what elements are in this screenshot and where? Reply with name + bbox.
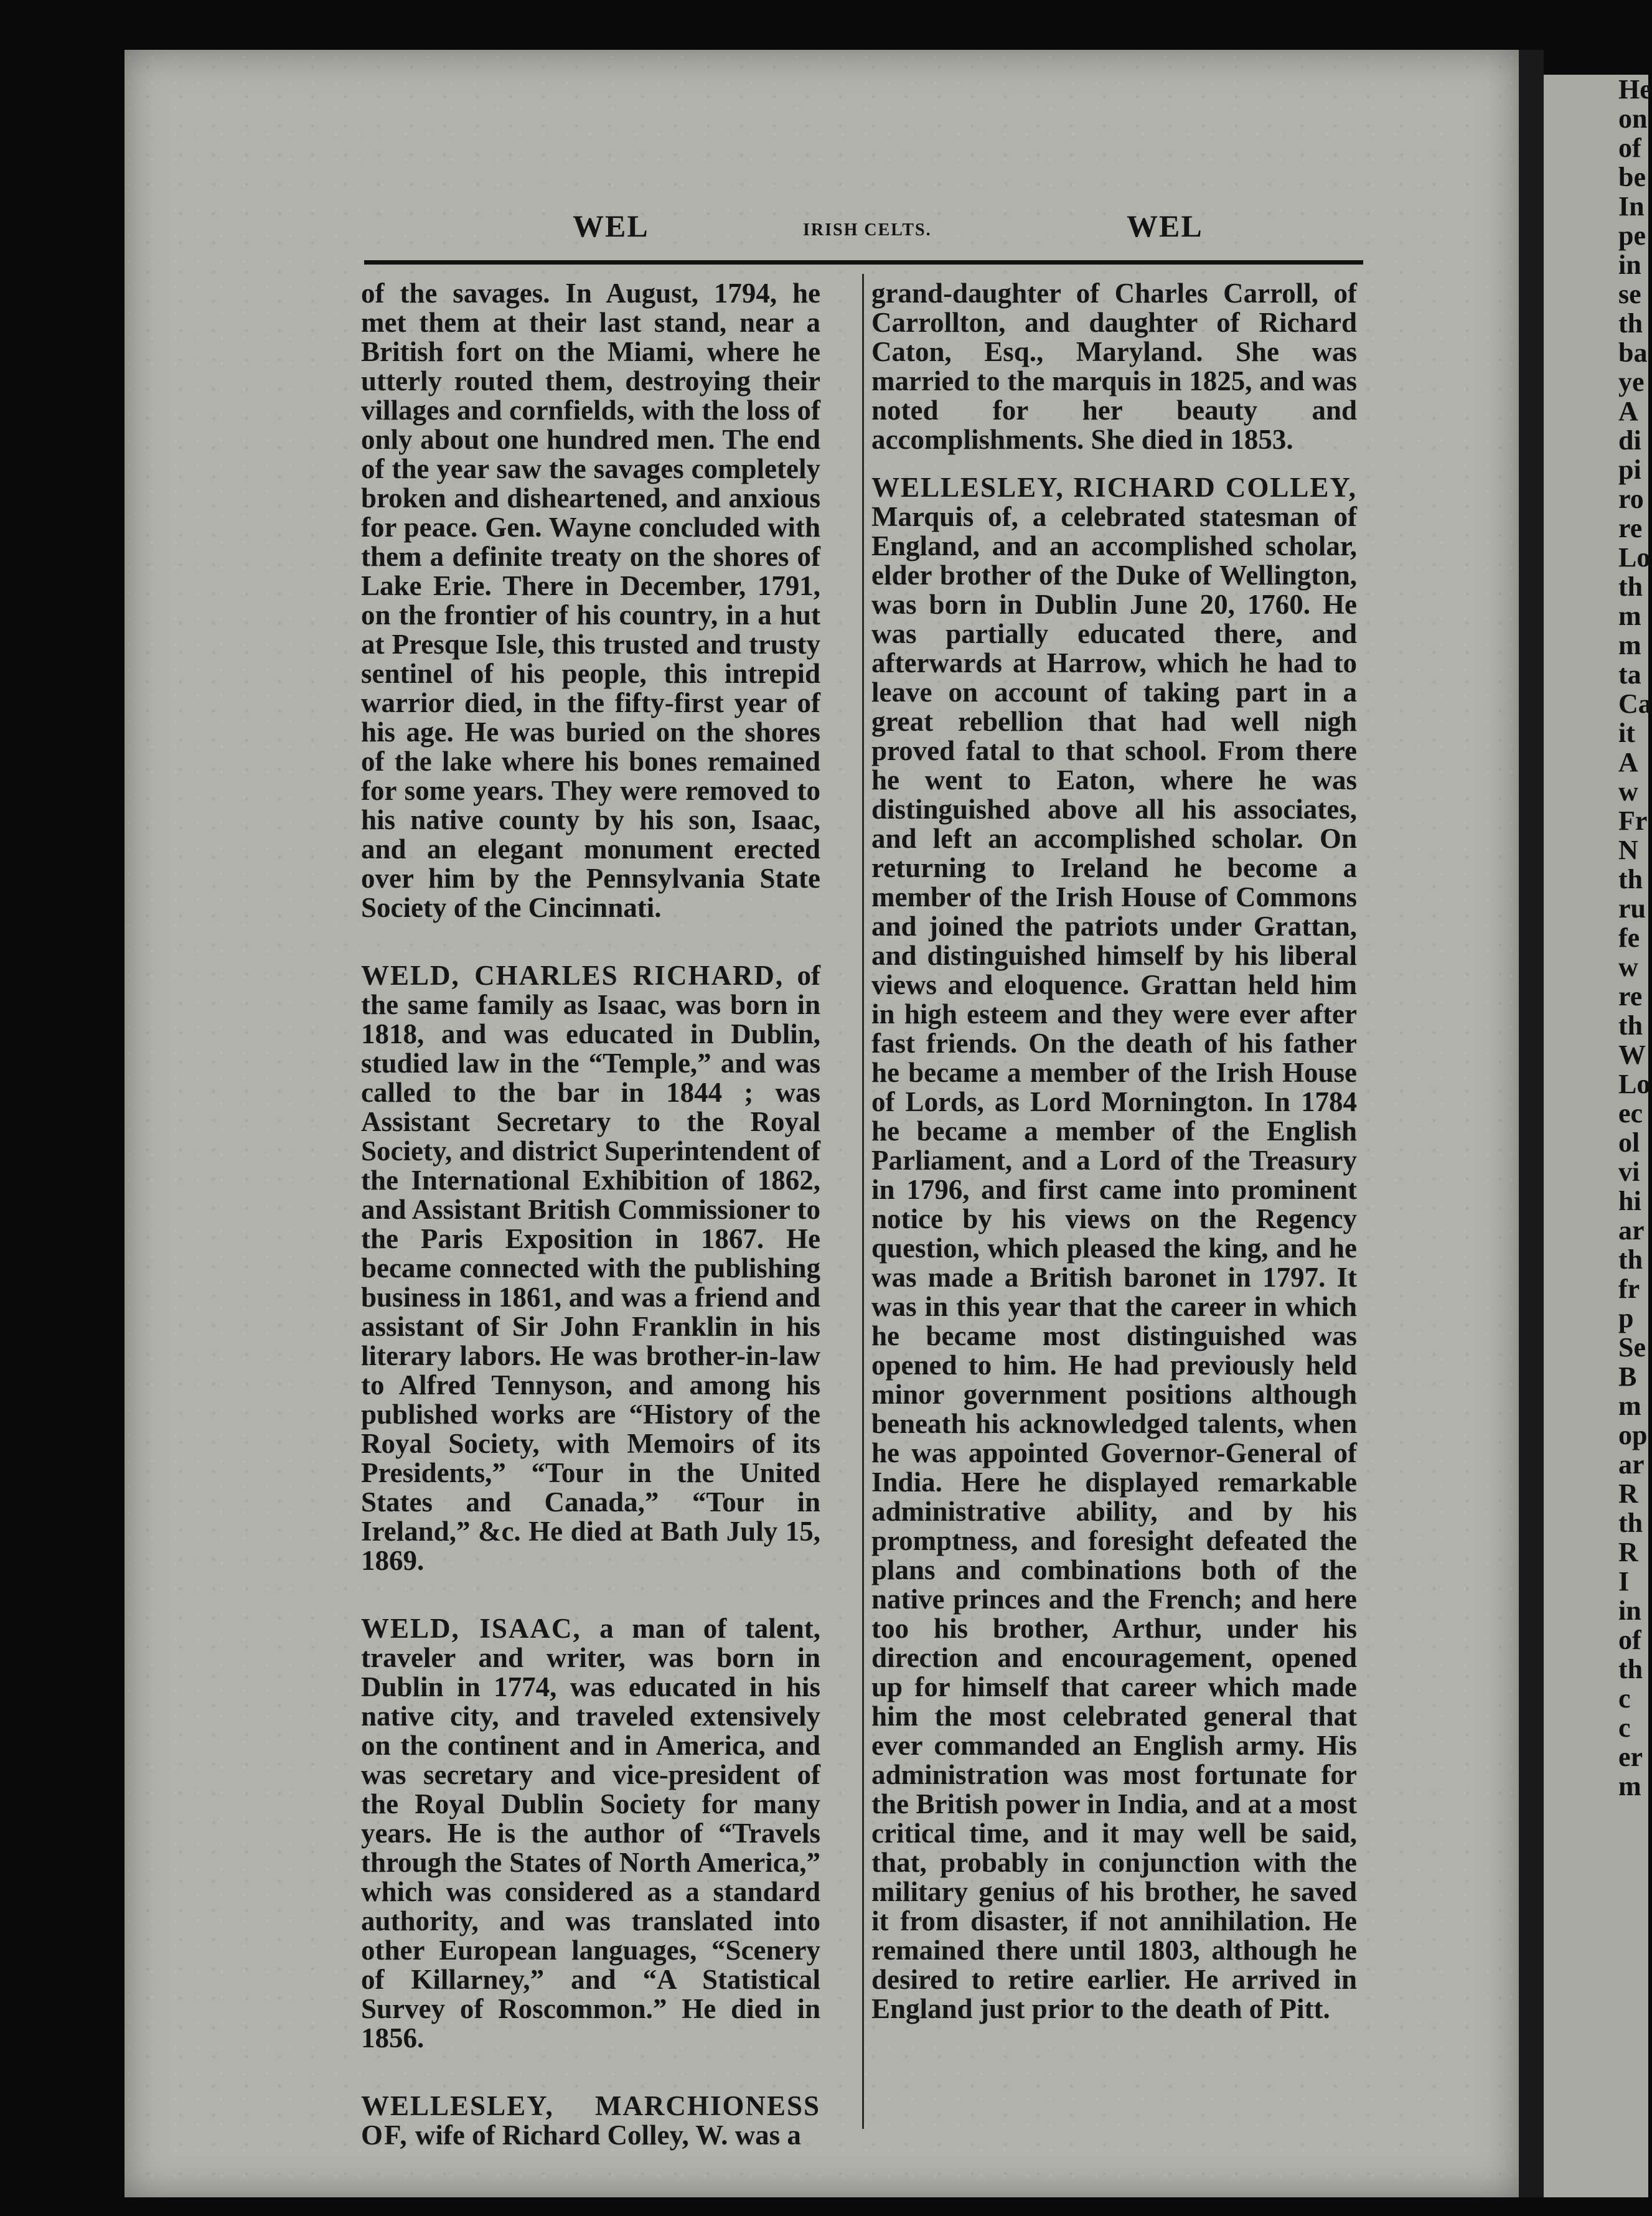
page-gutter [1519,50,1544,2197]
entry-weld-charles-richard [361,961,820,1575]
entry-body: Marquis of, a celebrated statesman of England, and an accomplished scholar, elder brother of the Duke of Wellington, was born in Dublin June 20, 1760. He was partially educated there, and afterwards at Harrow, which he had to leave on account of taking part in a great rebellion that had well nigh proved fatal to that school. From there he went to Eaton, where he was distinguished above all his associates, and left an accomplished scholar. On returning to Ireland he become a member of the Irish House of Commons and joined the patriots under Grattan, and distinguished himself by his liberal views and eloquence. Grattan held him in high esteem and they were ever after fast friends. On the death of his father he became a member of the Irish House of Lords, as Lord Mornington. In 1784 he became a member of the English Parliament, and a Lord of the Treasury in 1796, and first came into prominent notice by his views on the Regency question, which pleased the king, and he was made a British baronet in 1797. It was in this year that the career in which he became most distinguished was opened to him. He had previously held minor government positions although beneath his acknowledged talents, when he was appointed Governor-General of India. Here he displayed remarkable administrative ability, and by his promptness, and foresight defeated the plans and combinations both of the native princes and the French; and here too his brother, Arthur, under his direction and encouragement, opened up for himself that career which made him the most celebrated general that ever commanded an English army. His administration was most fortunate for the British power in India, and at a most critical time, and it may well be said, that, probably in conjunction with the military genius of his brother, he saved it from disaster, if not annihilation. He remained there until 1803, although he desired to retire earlier. He arrived in England just prior to the death of Pitt. [871,501,1357,2024]
next-page-line-fragment: on [1618,103,1648,134]
next-page-line-fragment: th [1618,1654,1643,1684]
next-page-line-fragment: fe [1618,923,1640,953]
entry-wellesley-richard-colley [871,473,1357,2024]
next-page-line-fragment: m [1618,1391,1641,1421]
next-page-line-fragment: c [1618,1683,1631,1714]
next-page-line-fragment: th [1618,1010,1643,1041]
next-page-line-fragment: A [1618,747,1638,777]
entry-heading: WELLESLEY, RICHARD COLLEY, [871,472,1357,503]
next-page-line-fragment: of [1618,133,1641,163]
entry-weld-isaac [361,1614,820,2053]
entry-body: of the same family as Isaac, was born in 1818, and was educated in Dublin, studied law in the “Temple,” and was called to the bar in 1844 ; was Assistant Secretary to the Royal Society, and district Superintendent of the International Exhibition of 1862, and Assistant British Commissioner to the Paris Exposition in 1867. He became connected with the publishing business in 1861, and was a friend and assistant of Sir John Franklin in his literary labors. He was brother-in-law to Alfred Tennyson, and among his published works are “History of the Royal Society, with Memoirs of its Presidents,” “Tour in the United States and Canada,” “Tour in Ireland,” &c. He died at Bath July 15, 1869. [361,960,820,1576]
next-page-line-fragment: m [1618,630,1641,660]
next-page-line-fragment: in [1618,250,1641,280]
next-page-line-fragment: th [1618,1508,1643,1538]
next-page-line-fragment: Ca [1618,688,1652,719]
next-page-line-fragment: re [1618,981,1643,1012]
next-page-line-fragment: ru [1618,893,1646,924]
next-page-line-fragment: er [1618,1742,1643,1772]
next-page-line-fragment: pe [1618,220,1646,251]
next-page-line-fragment: R [1618,1478,1638,1509]
running-header [367,205,1363,261]
next-page-line-fragment: hi [1618,1186,1641,1216]
header-right-guideword: WEL [1127,209,1203,243]
entry-heading: WELLESLEY, MARCHIONESS OF, [361,2090,820,2151]
next-page-line-fragment: W [1618,1040,1646,1070]
next-page-line-fragment: th [1618,571,1643,602]
next-page-line-fragment: th [1618,308,1643,339]
header-left-guideword: WEL [573,209,649,243]
next-page-line-fragment: it [1618,718,1635,748]
adjacent-page-fragment [1544,74,1652,2197]
next-page-line-fragment: re [1618,513,1643,543]
next-page-line-fragment: ol [1618,1127,1640,1158]
next-page-line-fragment: c [1618,1712,1631,1743]
column-divider [862,274,864,2129]
next-page-line-fragment: ba [1618,337,1648,368]
next-page-line-fragment: ec [1618,1098,1643,1129]
next-page-line-fragment: di [1618,425,1641,456]
next-page-line-fragment: se [1618,279,1641,309]
next-page-line-fragment: op [1618,1420,1648,1450]
entry-body: a man of talent, traveler and writer, was born in Dublin in 1774, was educated in his native city, and traveled extensively on the continent and in America, and was secretary and vice-president of the Royal Dublin Society for many years. He is the author of “Travels through the States of North America,” which was considered as a standard authority, and was translated into other European languages, “Scenery of Killarney,” and “A Statistical Survey of Roscommon.” He died in 1856. [361,1613,820,2054]
next-page-line-fragment: m [1618,1771,1641,1801]
entry-heading: WELD, ISAAC, [361,1613,581,1644]
wayne-continuation-paragraph: of the savages. In August, 1794, he met them at their last stand, near a British fort on the Miami, where he utterly routed them, destroying their villages and cornfields, with the loss of only about one hundred men. The end of the year saw the savages completely broken and disheartened, and anxious for peace. Gen. Wayne concluded with them a definite treaty on the shores of Lake Erie. There in December, 1791, on the frontier of his country, in a hut at Presque Isle, this trusted and trusty sentinel of his people, this intrepid warrior died, in the fifty-first year of his age. He was buried on the shores of the lake where his bones remained for some years. They were removed to his native county by his son, Isaac, and an elegant monument erected over him by the Pennsylvania State Society of the Cincinnati. [361,278,820,923]
next-page-line-fragment: of [1618,1625,1641,1655]
next-page-line-fragment: ar [1618,1215,1645,1246]
next-page-line-fragment: R [1618,1537,1638,1567]
right-column [871,279,1357,2024]
next-page-line-fragment: pi [1618,454,1641,485]
next-page-line-fragment: p [1618,1303,1634,1333]
next-page-line-fragment: In [1618,191,1645,222]
next-page-line-fragment: m [1618,601,1641,631]
next-page-line-fragment: He [1618,74,1652,105]
next-page-line-fragment: Lo [1618,1069,1651,1099]
next-page-line-fragment: in [1618,1595,1641,1626]
next-page-line-fragment: B [1618,1361,1637,1392]
next-page-line-fragment: be [1618,162,1646,192]
next-page-line-fragment: Fr [1618,805,1648,836]
entry-heading: WELD, CHARLES RICHARD, [361,960,784,991]
header-rule [364,260,1363,265]
next-page-line-fragment: w [1618,952,1638,982]
next-page-line-fragment: th [1618,1244,1643,1275]
next-page-line-fragment: w [1618,776,1638,807]
next-page-line-fragment: ta [1618,659,1641,690]
left-column [361,279,820,2150]
next-page-line-fragment: Se [1618,1332,1646,1363]
next-page-line-fragment: ro [1618,484,1644,514]
next-page-line-fragment: ye [1618,367,1645,397]
next-page-line-fragment: A [1618,396,1638,426]
next-page-line-fragment: ar [1618,1449,1645,1480]
entry-body: wife of Richard Colley, W. was a [415,2120,801,2151]
next-page-line-fragment: vi [1618,1157,1640,1187]
header-book-title: IRISH CELTS. [803,220,932,240]
next-page-line-fragment: N [1618,835,1638,865]
next-page-line-fragment: fr [1618,1274,1640,1304]
next-page-line-fragment: th [1618,864,1643,894]
next-page-line-fragment: Lo [1618,542,1651,573]
next-page-line-fragment: I [1618,1566,1630,1597]
entry-wellesley-marchioness [361,2092,820,2150]
marchioness-continuation-paragraph: grand-daughter of Charles Carroll, of Carrollton, and daughter of Richard Caton, Esq., Maryland. She was married to the marquis in 1825, and was noted for her beauty and accomplishments. She died in 1853. [871,278,1357,455]
